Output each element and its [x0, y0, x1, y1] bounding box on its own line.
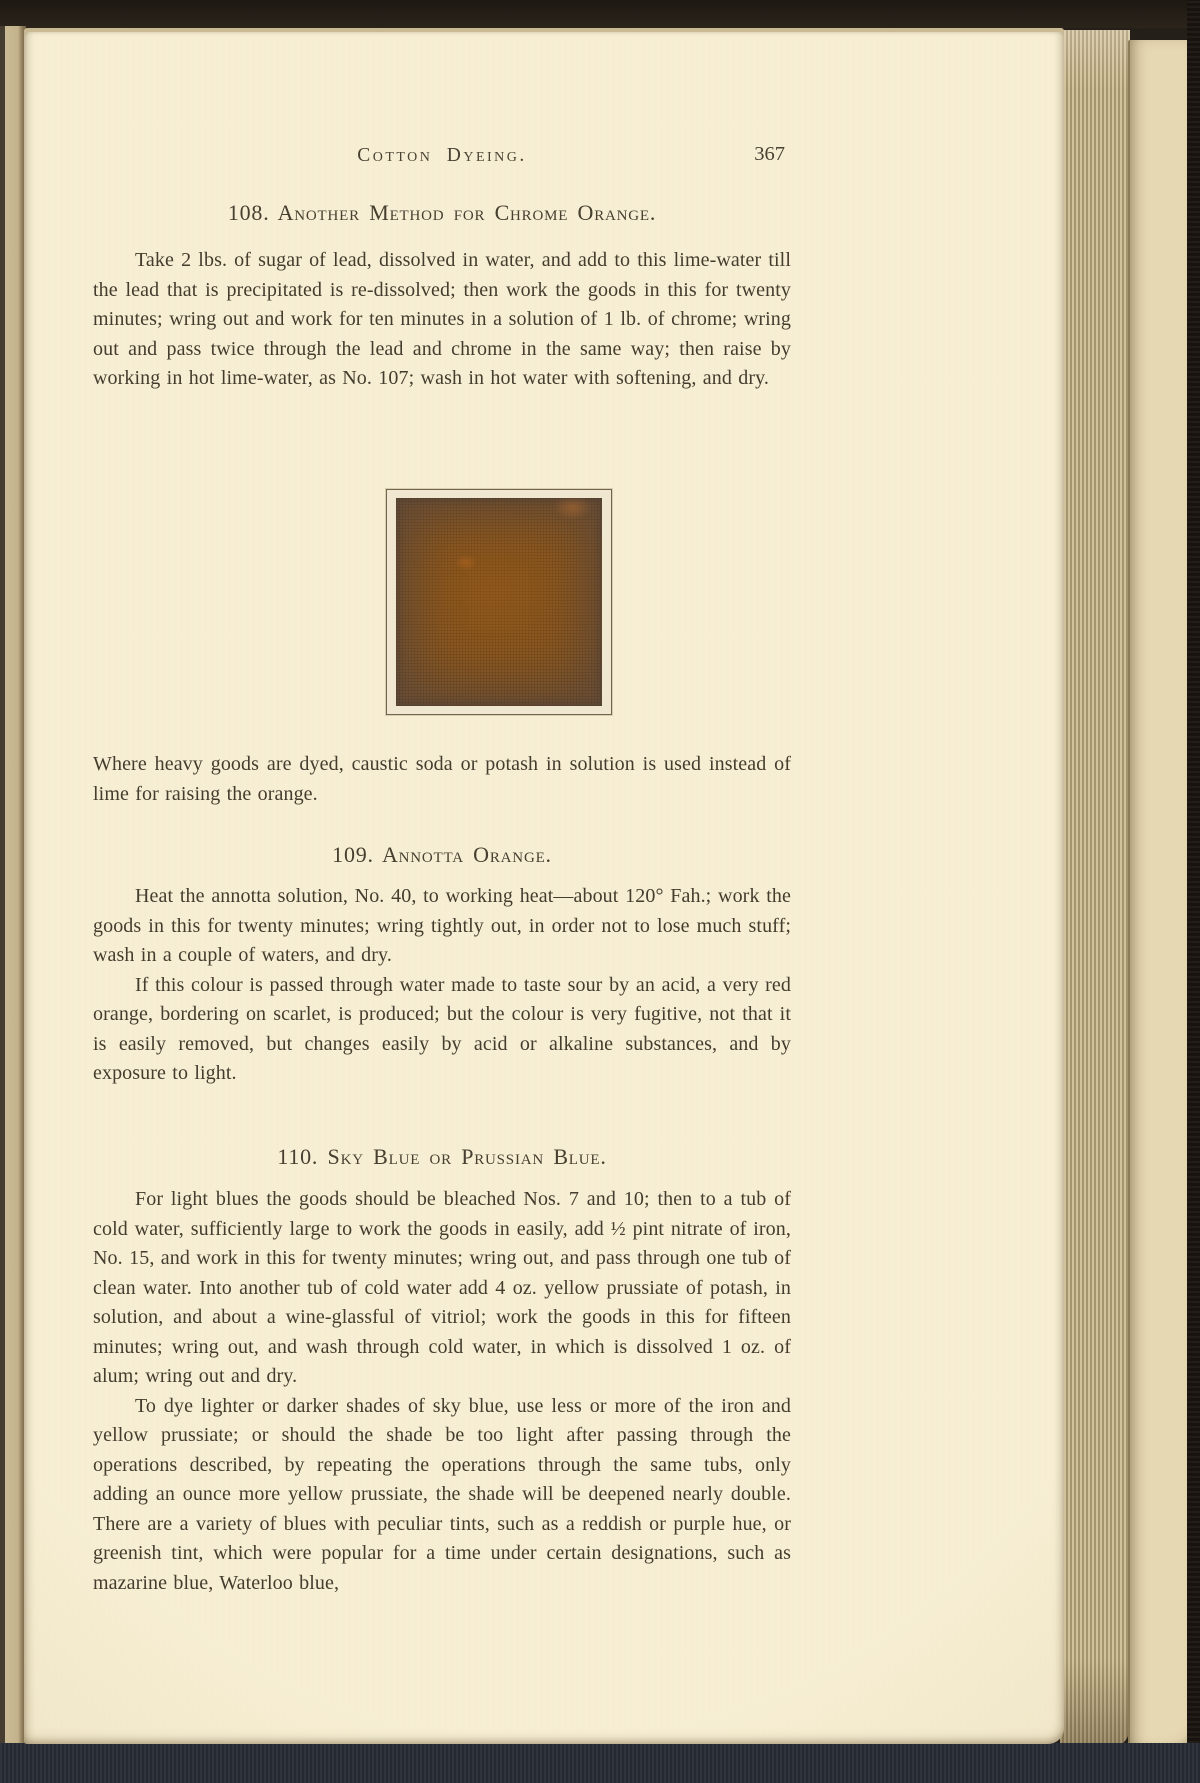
paragraph: Take 2 lbs. of sugar of lead, dissolved in water, and add to this lime-water till the lead that is precipitated is re-dissolved; then work the goods in this for twenty minutes; wring out and work for ten minutes in a solution of 1 lb. of chrome; wring out and pass twice through the lead and chrome in the same way; then raise by working in hot lime-water, as No. 107; wash in hot water with softening, and dry.	[93, 249, 791, 389]
section-110-body	[93, 1185, 791, 1598]
section-108-body	[93, 246, 791, 394]
swatch-figure-frame	[386, 489, 612, 715]
section-heading-110: 110. Sky Blue or Prussian Blue.	[277, 1144, 607, 1169]
book-page	[24, 28, 1064, 1744]
section-heading-109: 109. Annotta Orange.	[332, 842, 552, 867]
book-cover-top	[0, 0, 1200, 28]
paragraph: For light blues the goods should be bleached Nos. 7 and 10; then to a tub of cold water, sufficiently large to work the goods in easily, add ½ pint nitrate of iron, No. 15, and work in this for twenty minutes; wring out, and pass through one tub of clean water. Into another tub of cold water add 4 oz. yellow prussiate of potash, in solution, and about a wine-glassful of vitriol; work the goods in this for fifteen minutes; wring out, and wash through cold water, in which is dissolved 1 oz. of alum; wring out and dry.	[93, 1188, 791, 1387]
underlying-page-edge	[1128, 40, 1192, 1755]
running-head	[93, 145, 791, 173]
paragraph: Where heavy goods are dyed, caustic soda or potash in solution is used instead of lime for raising the orange.	[93, 753, 791, 805]
fabric-swatch	[396, 498, 602, 706]
section-109-body	[93, 882, 791, 1089]
paragraph: Heat the annotta solution, No. 40, to working heat—about 120° Fah.; work the goods in this for twenty minutes; wring tightly out, in order not to lose much stuff; wash in a couple of waters, and dry.	[93, 885, 791, 966]
paragraph: If this colour is passed through water made to taste sour by an acid, a very red orange, bordering on scarlet, is produced; but the colour is very fugitive, not that it is easily removed, but changes easily by acid or alkaline substances, and by exposure to light.	[93, 973, 791, 1084]
book-cover-right	[1187, 0, 1200, 1783]
section-heading-108: 108. Another Method for Chrome Orange.	[227, 200, 657, 225]
fore-edge-page-stack	[1060, 30, 1130, 1749]
book-cover-bottom	[0, 1743, 1200, 1783]
running-head-title: Cotton Dyeing.	[357, 145, 527, 166]
page-number: 367	[754, 143, 785, 165]
paragraph: To dye lighter or darker shades of sky blue, use less or more of the iron and yellow prussiate; or should the shade be too light after passing through the operations described, by repeating the operations through the same tubs, only adding an ounce more yellow prussiate, the shade will be deepened nearly double. There are a variety of blues with peculiar tints, such as a reddish or purple hue, or greenish tint, which were popular for a time under certain designations, such as mazarine blue, Waterloo blue,	[93, 1394, 791, 1594]
page-gutter-edge	[0, 26, 26, 1747]
section-108-note	[93, 750, 791, 809]
